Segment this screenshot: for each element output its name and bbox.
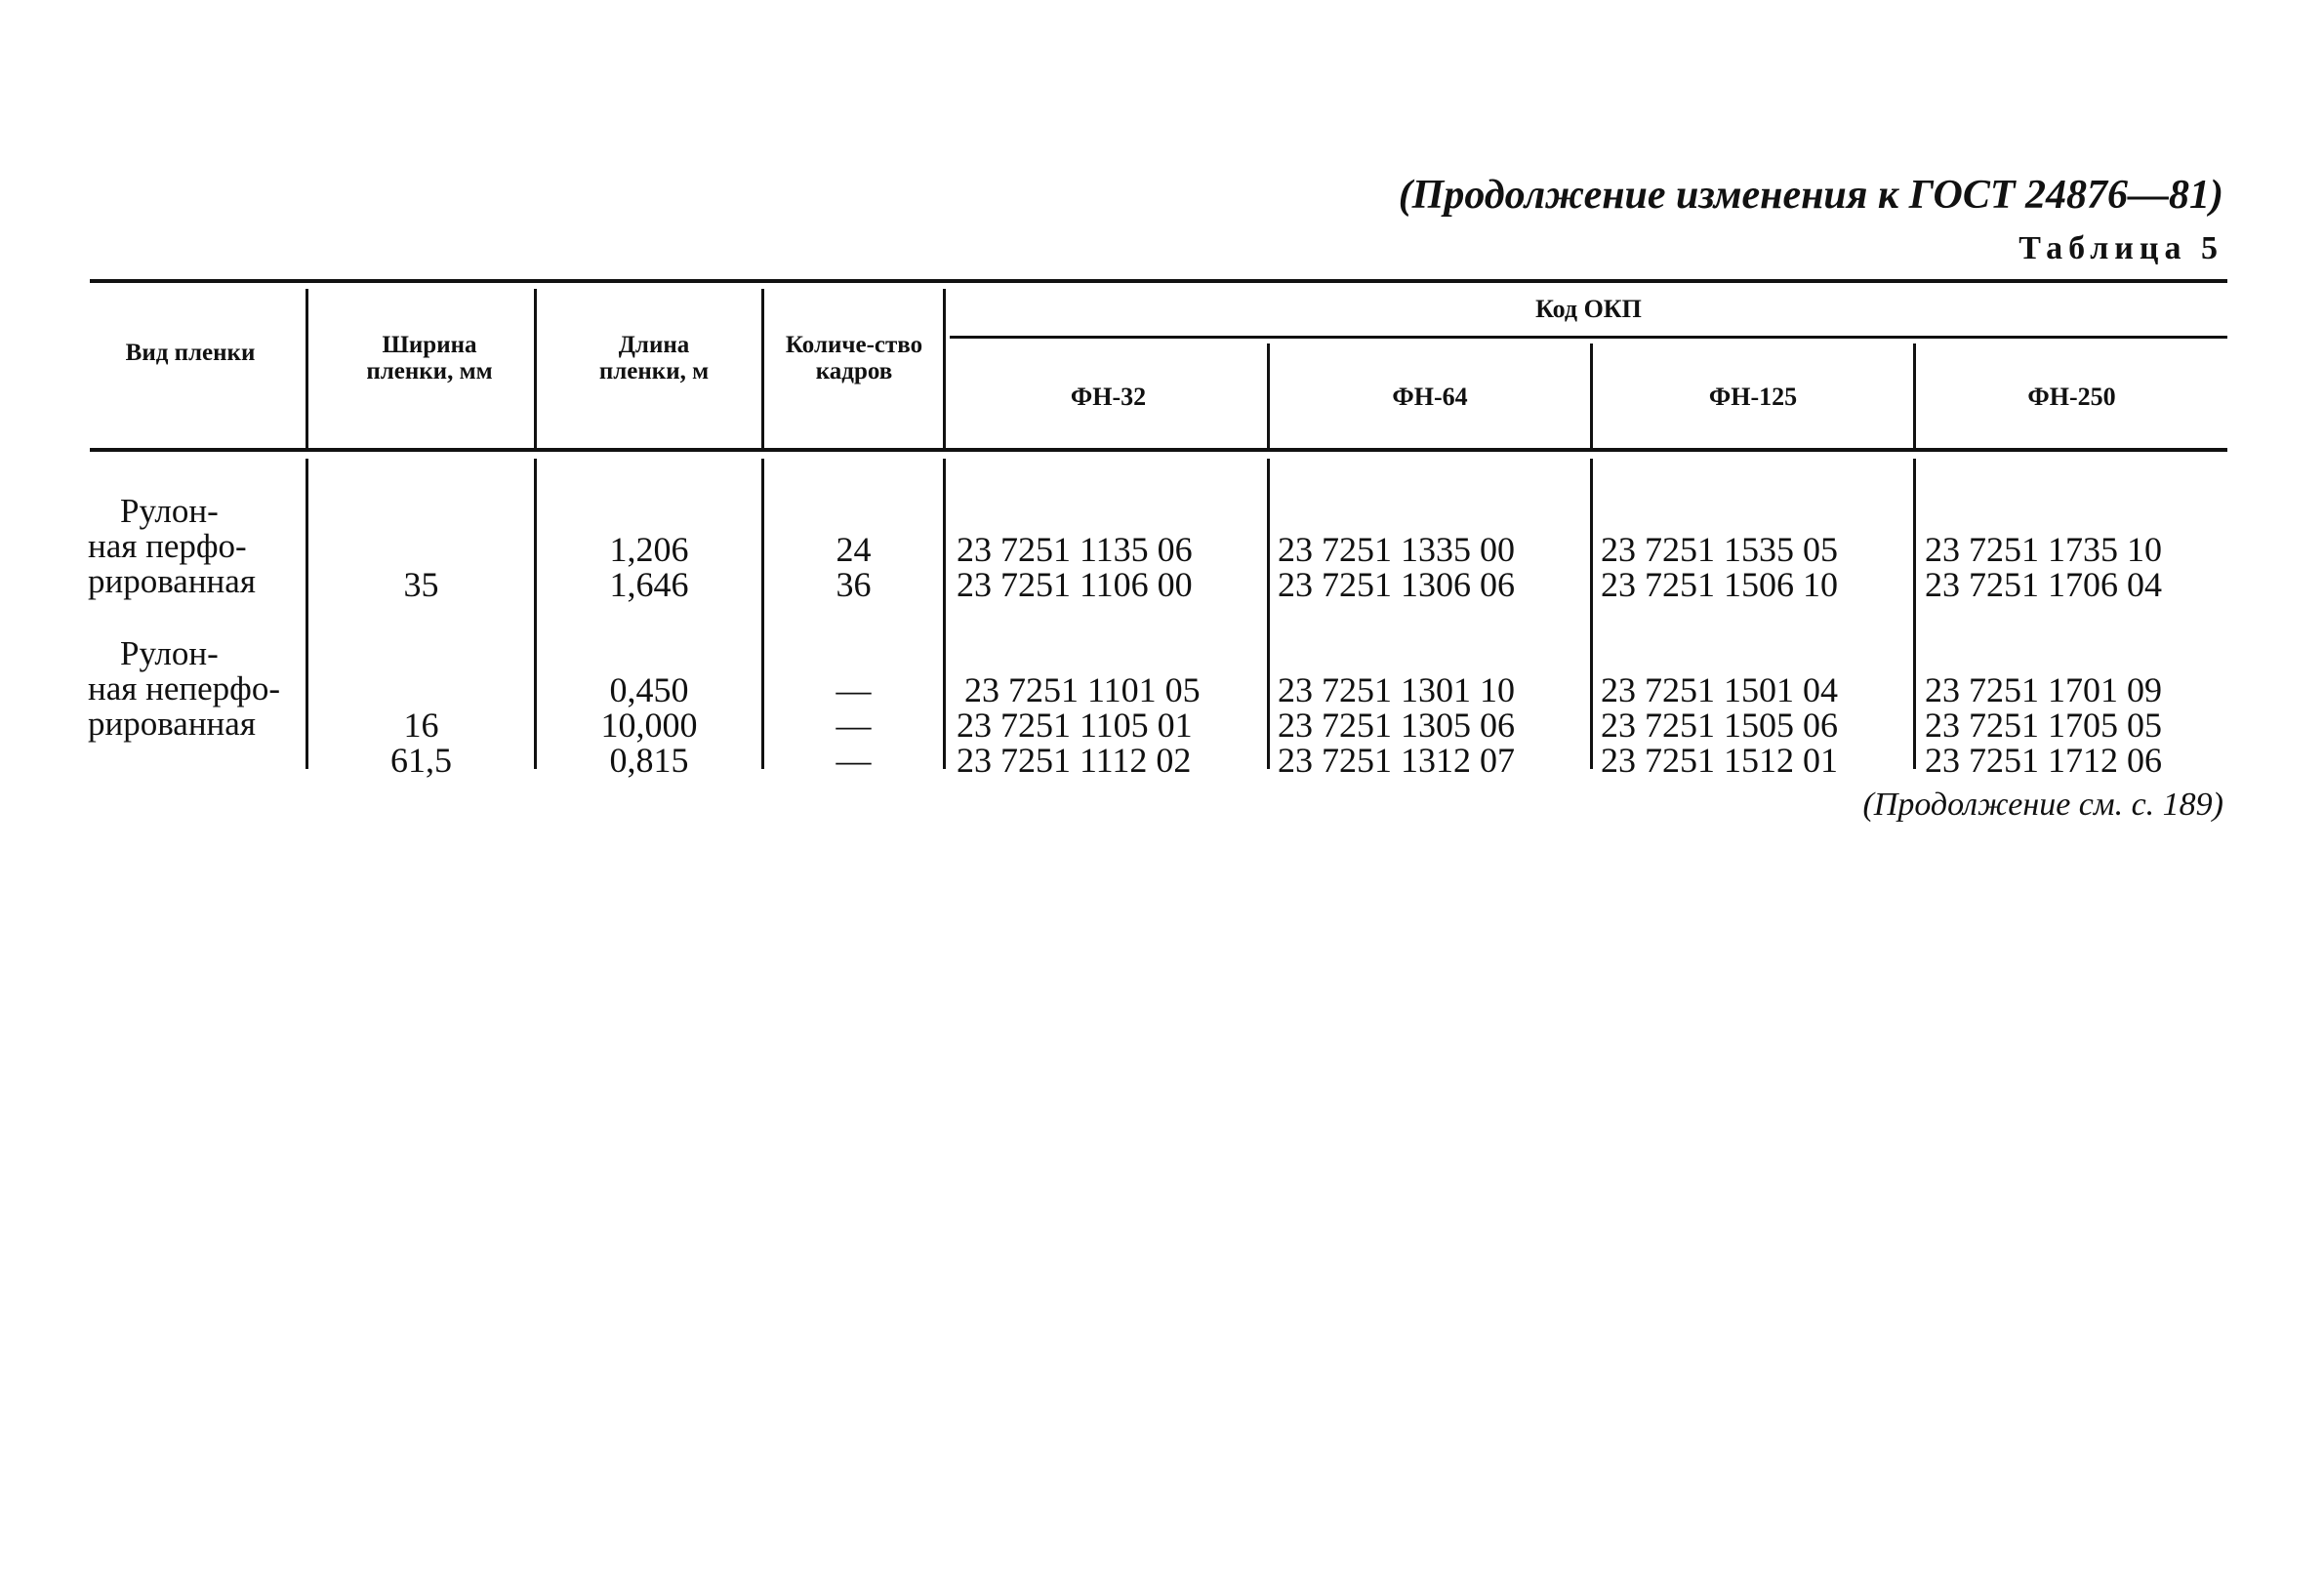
col-divider: [1267, 459, 1270, 769]
running-header: (Продолжение изменения к ГОСТ 24876—81): [1398, 173, 2223, 218]
table-top-rule: [90, 279, 2227, 283]
col-divider: [534, 289, 537, 448]
header-width: Ширина пленки, мм: [366, 332, 493, 384]
header-fn250: ФН-250: [2027, 383, 2116, 411]
continuation-note: (Продолжение см. с. 189): [1862, 787, 2223, 823]
film-type-label: Рулон- ная перфо- рированная: [88, 492, 256, 600]
header-fn64: ФН-64: [1392, 383, 1468, 411]
col-divider: [306, 289, 308, 448]
film-type-label: Рулон- ная неперфо- рированная: [88, 634, 280, 743]
col-divider: [1913, 459, 1916, 769]
header-fn32: ФН-32: [1070, 383, 1147, 411]
okp-subheader-rule: [950, 336, 2227, 339]
header-fn125: ФН-125: [1708, 383, 1798, 411]
header-okp-code: Код ОКП: [1535, 295, 1642, 323]
col-divider: [761, 289, 764, 448]
header-length: Длина пленки, м: [598, 332, 710, 384]
col-divider: [943, 289, 946, 448]
header-bottom-rule: [90, 448, 2227, 452]
col-divider: [943, 459, 946, 769]
header-frames: Количе-ство кадров: [785, 332, 923, 384]
header-film-type: Вид пленки: [125, 340, 256, 366]
col-divider: [1590, 459, 1593, 769]
table-label: Таблица 5: [2018, 230, 2223, 266]
